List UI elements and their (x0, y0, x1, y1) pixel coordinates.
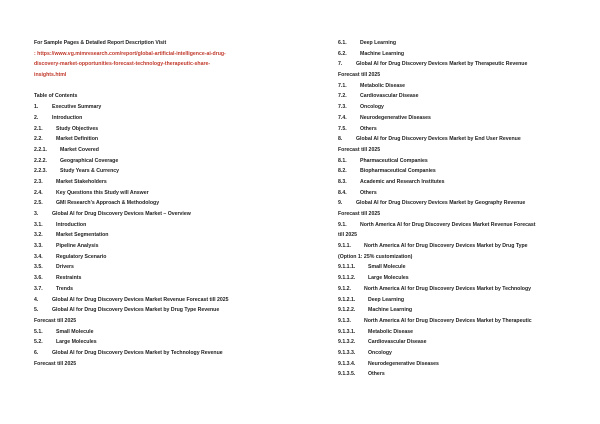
toc-item-text: Forecast till 2025 (338, 146, 381, 153)
toc-item (338, 337, 588, 348)
toc-list (338, 38, 588, 380)
toc-item-number: 8.3. (338, 178, 347, 185)
toc-item-number: 9.1.3.3. (338, 349, 356, 356)
toc-item-text: Deep Learning (360, 40, 397, 46)
toc-item-text: Small Molecule (368, 264, 406, 271)
toc-item-text: Oncology (368, 349, 392, 356)
toc-item (338, 316, 588, 327)
toc-item (338, 145, 588, 156)
toc-item-text: Global AI for Drug Discovery Devices Market by Therapeutic Revenue (356, 61, 528, 68)
toc-item-text: Global AI for Drug Discovery Devices Market by Technology Revenue (52, 349, 223, 356)
toc-item (338, 284, 588, 295)
toc-item-number: 9.1.2.2. (338, 307, 356, 314)
toc-item (34, 209, 299, 220)
toc-item (34, 177, 299, 188)
toc-item (338, 124, 588, 135)
toc-item-number: 3.7. (34, 285, 43, 292)
toc-item-number: 3.5. (34, 264, 43, 271)
toc-item-text: Biopharmaceutical Companies (360, 168, 436, 175)
toc-item (338, 241, 588, 252)
toc-item-number: 2.3. (34, 178, 43, 185)
toc-item-text: (Option 1: 25% customization) (338, 253, 413, 260)
toc-item (338, 305, 588, 316)
toc-item (34, 188, 299, 199)
toc-item-text: Trends (56, 285, 74, 292)
toc-item-number: 5.1. (34, 328, 43, 335)
toc-item-text: Global AI for Drug Discovery Devices Market Revenue Forecast till 2025 (52, 296, 229, 303)
toc-item (338, 209, 588, 220)
toc-item (338, 177, 588, 188)
toc-item-number: 7.4. (338, 114, 347, 121)
toc-item-text: Introduction (52, 114, 83, 121)
toc-item-text: Others (360, 189, 377, 196)
toc-item (34, 220, 299, 231)
toc-item-text: Cardiovascular Disease (368, 339, 427, 346)
toc-item (34, 252, 299, 263)
toc-item-text: Study Years & Currency (60, 168, 120, 175)
toc-item (338, 359, 588, 370)
toc-item (34, 348, 299, 359)
toc-item-number: 3.2. (34, 232, 43, 239)
toc-item-text: Forecast till 2025 (338, 211, 381, 217)
toc-item-number: 9.1.1.1. (338, 264, 356, 271)
toc-item (338, 327, 588, 338)
toc-item (34, 113, 299, 124)
toc-item-number: 2.2.3. (34, 168, 47, 175)
toc-item (34, 327, 299, 338)
toc-item-number: 7.1. (338, 82, 347, 89)
toc-item-text: Large Molecules (56, 339, 97, 346)
right-column (338, 38, 588, 380)
toc-item-number: 7.3. (338, 104, 347, 111)
toc-item (338, 166, 588, 177)
toc-item-text: Introduction (56, 221, 87, 228)
toc-item-text: Metabolic Disease (368, 328, 413, 335)
toc-item-number: 9.1.2. (338, 285, 351, 292)
toc-item (34, 305, 299, 316)
toc-item-text: Study Objectives (56, 125, 99, 132)
toc-item-text: Market Stakeholders (56, 178, 107, 185)
toc-item (338, 369, 588, 380)
toc-item-text: Global AI for Drug Discovery Devices Market by End User Revenue (356, 136, 521, 143)
toc-item-text: Oncology (360, 104, 384, 111)
toc-item (338, 348, 588, 359)
toc-item-text: Market Segmentation (56, 232, 109, 239)
toc-item (34, 262, 299, 273)
toc-item (338, 230, 588, 241)
toc-item-number: 9.1.3. (338, 317, 351, 324)
toc-item-text: Forecast till 2025 (34, 360, 77, 367)
toc-item-text: Small Molecule (56, 328, 94, 335)
toc-item-number: 9.1.1. (338, 243, 351, 250)
toc-item-text: Pharmaceutical Companies (360, 157, 428, 164)
toc-item-text: till 2025 (338, 232, 358, 239)
toc-item (338, 188, 588, 199)
toc-item (34, 241, 299, 252)
toc-item-text: Neurodegenerative Diseases (360, 114, 431, 121)
spacer (34, 81, 299, 92)
toc-item-number: 1. (34, 104, 39, 111)
toc-item (338, 49, 588, 60)
toc-item-number: 8. (338, 136, 343, 143)
toc-item (338, 273, 588, 284)
toc-item-number: 3.6. (34, 275, 43, 282)
toc-item-number: 2.1. (34, 125, 43, 132)
toc-item-text: Metabolic Disease (360, 82, 405, 89)
toc-title: Table of Contents (34, 93, 78, 100)
toc-item (338, 220, 588, 231)
toc-item-number: 9.1.1.2. (338, 275, 356, 282)
toc-item (34, 102, 299, 113)
toc-item (34, 145, 299, 156)
toc-item-text: Forecast till 2025 (34, 317, 77, 324)
toc-item-text: Academic and Research Institutes (360, 178, 445, 185)
toc-item (338, 295, 588, 306)
toc-item (34, 337, 299, 348)
toc-item (338, 262, 588, 273)
toc-item-number: 3. (34, 211, 39, 217)
toc-item-text: Others (368, 371, 385, 378)
toc-item-text: Market Covered (60, 146, 99, 153)
toc-item (338, 59, 588, 70)
toc-item-number: 6.1. (338, 40, 347, 46)
toc-item (34, 284, 299, 295)
toc-item-text: Deep Learning (368, 296, 405, 303)
toc-item-text: Global AI for Drug Discovery Devices Market by Drug Type Revenue (52, 307, 220, 314)
toc-item (338, 156, 588, 167)
toc-item-number: 8.1. (338, 157, 347, 164)
toc-item-text: Cardiovascular Disease (360, 93, 419, 100)
report-link[interactable]: : https://www.vg.mimresearch.com/report/global-artificial-intelligence-ai-drug- (34, 50, 226, 57)
toc-item-text: Geographical Coverage (60, 157, 119, 164)
toc-item-text: Machine Learning (368, 307, 413, 314)
toc-item (34, 295, 299, 306)
toc-item-text: North America AI for Drug Discovery Devices Market by Drug Type (364, 243, 528, 250)
toc-item (338, 134, 588, 145)
toc-item-number: 2.2.1. (34, 146, 47, 153)
left-column (34, 38, 299, 369)
toc-item (338, 113, 588, 124)
report-link[interactable]: discovery-market-opportunities-forecast-technology-therapeutic-share- (34, 61, 211, 68)
toc-item-text: Regulatory Scenario (56, 253, 107, 260)
toc-item-number: 2.2. (34, 136, 43, 143)
toc-item-number: 9.1. (338, 221, 347, 228)
toc-item-number: 9. (338, 200, 343, 207)
toc-item (34, 156, 299, 167)
toc-item-number: 2.2.2. (34, 157, 47, 164)
toc-item-text: Drivers (56, 264, 74, 271)
toc-item-number: 3.4. (34, 253, 43, 260)
toc-item (34, 134, 299, 145)
toc-item (338, 70, 588, 81)
toc-item (338, 252, 588, 263)
toc-item-text: Key Questions this Study will Answer (56, 189, 149, 196)
toc-item-text: North America AI for Drug Discovery Devices Market by Therapeutic (364, 317, 532, 324)
toc-item (338, 198, 588, 209)
toc-item (338, 38, 588, 49)
toc-item (34, 230, 299, 241)
toc-item (34, 124, 299, 135)
toc-item-text: Machine Learning (360, 50, 405, 57)
toc-item-number: 7. (338, 61, 343, 68)
toc-item-text: Forecast till 2025 (338, 72, 381, 79)
toc-item-text: Executive Summary (52, 104, 102, 111)
toc-item-number: 6.2. (338, 50, 347, 57)
toc-item (34, 316, 299, 327)
toc-item-number: 5. (34, 307, 39, 314)
toc-item-number: 5.2. (34, 339, 43, 346)
toc-item-number: 6. (34, 349, 39, 356)
toc-item-number: 9.1.3.5. (338, 371, 356, 378)
intro-text: For Sample Pages & Detailed Report Description Visit (34, 40, 167, 46)
toc-item-text: Restraints (56, 275, 82, 282)
toc-item-number: 8.2. (338, 168, 347, 175)
toc-item-text: GMI Research's Approach & Methodology (56, 200, 160, 207)
toc-item (34, 359, 299, 370)
toc-item-number: 2.5. (34, 200, 43, 207)
toc-item-text: Global AI for Drug Discovery Devices Market – Overview (52, 211, 191, 217)
toc-item-text: North America AI for Drug Discovery Devices Market Revenue Forecast (360, 221, 536, 228)
toc-item-number: 9.1.3.4. (338, 360, 356, 367)
toc-item-text: Neurodegenerative Diseases (368, 360, 439, 367)
toc-item (338, 81, 588, 92)
toc-item (34, 198, 299, 209)
toc-item (34, 166, 299, 177)
toc-item-text: Large Molecules (368, 275, 409, 282)
toc-item (338, 91, 588, 102)
toc-item-number: 2. (34, 114, 39, 121)
toc-item (338, 102, 588, 113)
toc-item-text: Global AI for Drug Discovery Devices Market by Geography Revenue (356, 200, 526, 207)
toc-item-number: 7.2. (338, 93, 347, 100)
toc-list (34, 102, 299, 369)
toc-item-number: 9.1.2.1. (338, 296, 356, 303)
toc-item-text: Pipeline Analysis (56, 243, 99, 250)
toc-item (34, 273, 299, 284)
toc-item-number: 8.4. (338, 189, 347, 196)
toc-item-number: 9.1.3.2. (338, 339, 356, 346)
toc-item-number: 2.4. (34, 189, 43, 196)
toc-item-number: 3.1. (34, 221, 43, 228)
toc-item-number: 4. (34, 296, 39, 303)
toc-item-text: Others (360, 125, 377, 132)
toc-item-number: 3.3. (34, 243, 43, 250)
toc-item-text: North America AI for Drug Discovery Devices Market by Technology (364, 285, 532, 292)
toc-item-number: 9.1.3.1. (338, 328, 356, 335)
toc-item-text: Market Definition (56, 136, 99, 143)
report-link[interactable]: insights.html (34, 72, 67, 79)
toc-item-number: 7.5. (338, 125, 347, 132)
